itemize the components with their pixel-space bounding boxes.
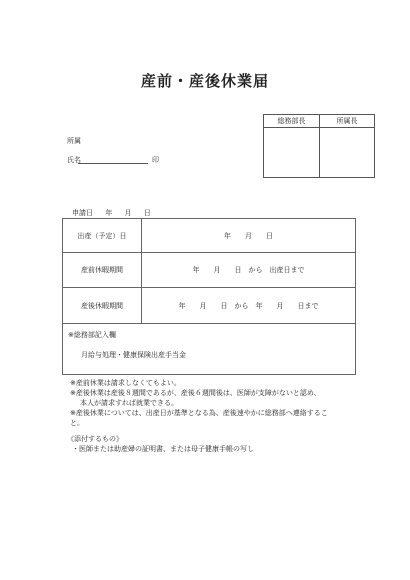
apply-date-day: 日 [143,209,151,217]
note-line: 本人が請求すれば就業できる。 [80,399,178,407]
notes-section [70,378,335,428]
name-label: 氏名 [67,156,81,164]
row-value[interactable]: 年 月 日 から 出産日まで [192,266,305,274]
attachment-item: ・医師または助産婦の証明書、または母子健康手帳の写し [72,445,254,453]
admin-body: 月給与処理・健康保険出産手当金 [81,351,186,359]
approval-divider [319,127,320,177]
affiliation-label: 所属 [67,137,81,145]
name-underline[interactable] [78,163,148,164]
row-label: 出産（予定）日 [63,219,142,252]
apply-date [72,208,161,218]
admin-section [63,324,355,374]
apply-date-year: 年 [105,209,113,217]
seal-label: 印 [152,156,159,164]
row-postnatal-leave [63,288,355,324]
approval-header-general-affairs: 総務部長 [264,115,320,128]
note-line: ※産後休業については、出産日が基準となる為、産後速やかに総務部へ連絡すること。 [70,409,328,427]
row-prenatal-leave [63,253,355,288]
row-label: 産後休暇期間 [63,288,142,323]
approval-header-department-head: 所属長 [320,115,374,128]
leave-form-table [62,218,356,375]
approval-stamp-box [263,114,375,178]
document-title: 産前・産後休業届 [140,72,269,90]
note-line: ※産後休業は産後８週間であるが、産後６週間後は、医師が支障がないと認め、 [70,389,321,397]
row-birth-date [63,219,355,253]
apply-date-label: 申請日 [72,209,93,217]
row-value[interactable]: 年 月 日 [224,231,273,240]
row-value[interactable]: 年 月 日 から 年 月 日まで [178,301,319,310]
admin-title: ※総務部記入欄 [68,331,116,339]
row-label: 産前休暇期間 [63,253,142,287]
note-line: ※産前休業は請求しなくてもよい。 [70,379,181,387]
attachment-title: 《添付するもの》 [67,435,123,443]
apply-date-month: 月 [124,209,132,217]
